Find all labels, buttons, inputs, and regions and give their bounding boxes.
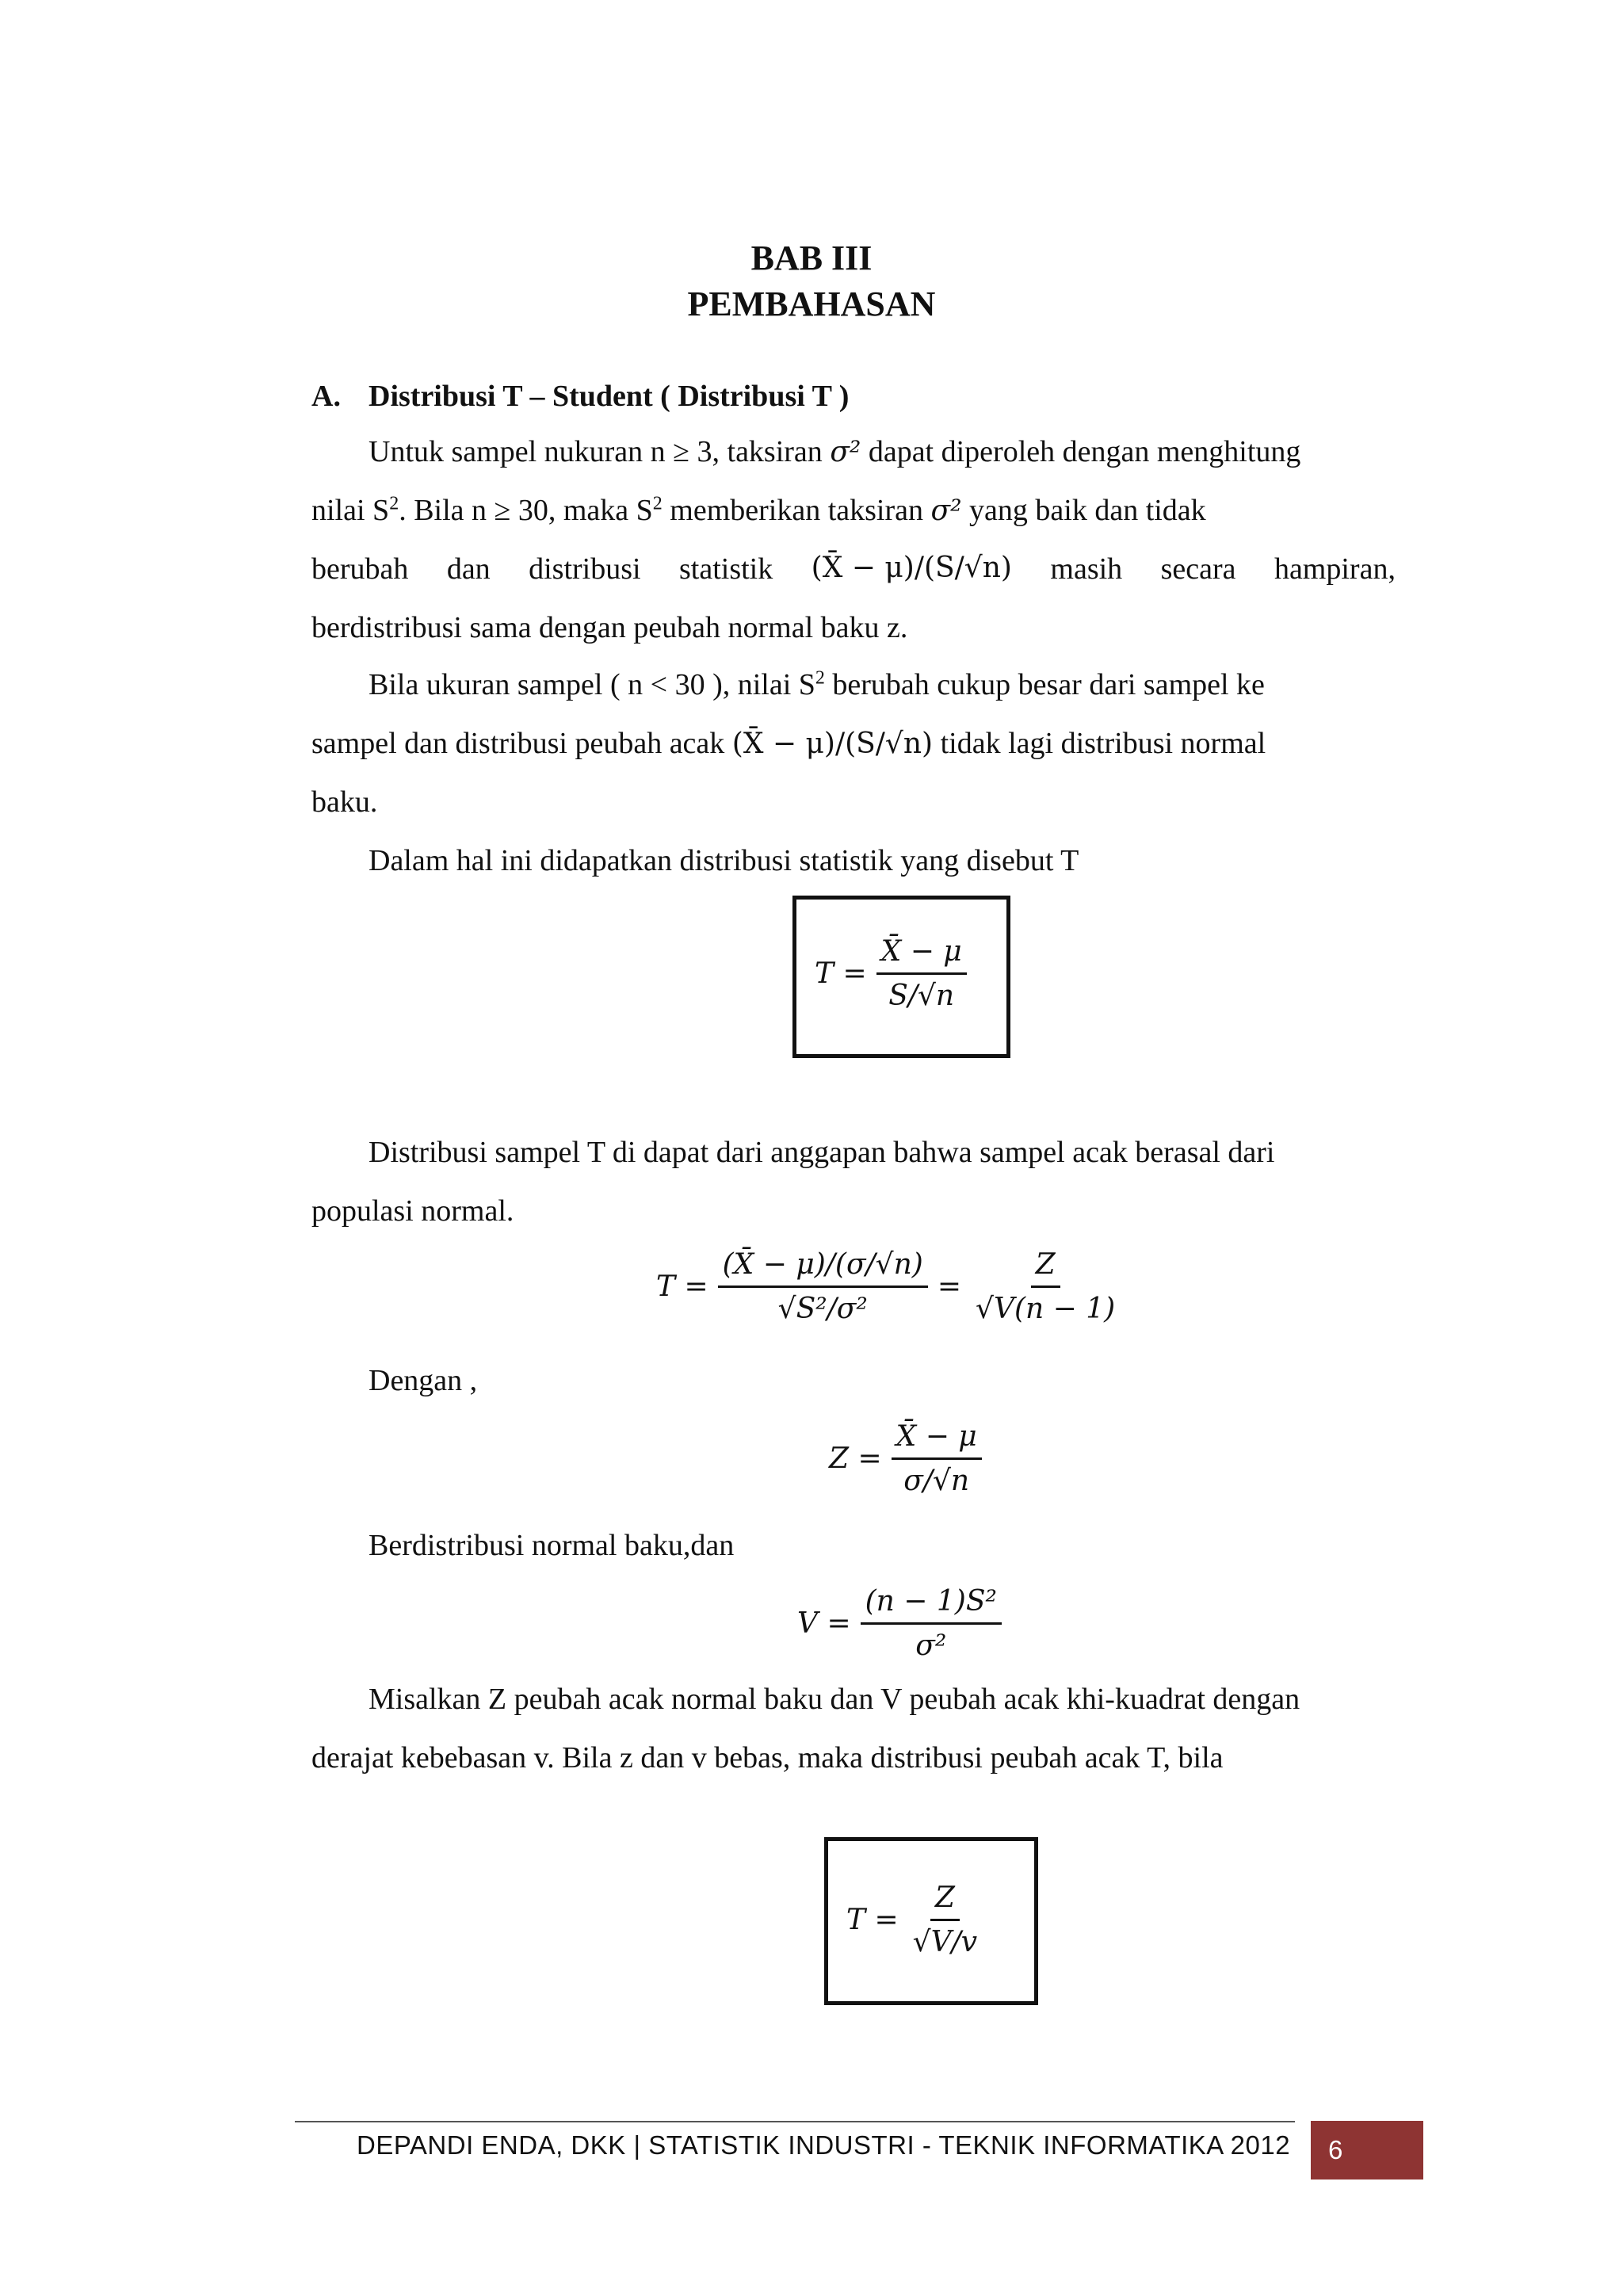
para2-line1: Bila ukuran sampel ( n < 30 ), nilai $S^2$ berubah cukup besar dari sampel ke: [369, 667, 1265, 701]
equation-v: [797, 1585, 1011, 1662]
denominator: S/√n: [888, 980, 955, 1012]
section-title: Distribusi T – Student ( Distribusi T ): [369, 380, 850, 413]
text-run: secara: [1160, 552, 1236, 586]
denominator: σ/√n: [903, 1465, 970, 1497]
numerator: (X̄ − μ)/(σ/√n): [718, 1248, 928, 1288]
para4-line2: populasi normal.: [311, 1194, 514, 1228]
para5-line1: Misalkan Z peubah acak normal baku dan V peubah acak khi-kuadrat dengan: [369, 1683, 1300, 1716]
para1-line4: berdistribusi sama dengan peubah normal baku z.: [311, 611, 908, 644]
fraction: [718, 1248, 928, 1325]
text-run: dan: [446, 552, 491, 586]
dengan-label: Dengan ,: [369, 1364, 478, 1397]
text-run: dapat diperoleh dengan menghitung: [861, 435, 1301, 468]
para1-line3: [311, 552, 1396, 586]
numerator: X̄ − μ: [892, 1420, 982, 1460]
numerator: Z: [930, 1881, 960, 1921]
eq-lhs: T =: [815, 957, 867, 990]
denominator: √V(n − 1): [976, 1293, 1116, 1325]
chapter-title: PEMBAHASAN: [687, 285, 936, 323]
equation-t-derivation: [656, 1248, 1129, 1325]
text-run: hampiran,: [1274, 552, 1396, 586]
numerator: X̄ − μ: [876, 935, 967, 975]
denominator: σ²: [915, 1629, 947, 1662]
berdistribusi-label: Berdistribusi normal baku,dan: [369, 1529, 735, 1562]
section-number: A.: [311, 380, 341, 413]
para2-line2: sampel dan distribusi peubah acak (X̄ − μ)/(S/√n) tidak lagi distribusi normal: [311, 727, 1266, 760]
inline-formula: (X̄ − μ)/(S/√n): [811, 552, 1012, 584]
equation-z: [829, 1420, 991, 1497]
inline-formula: (X̄ − μ)/(S/√n): [731, 728, 934, 760]
fraction: [876, 935, 967, 1012]
eq-lhs: Z =: [829, 1442, 882, 1475]
page-number: 6: [1328, 2135, 1343, 2164]
eq-lhs: V =: [797, 1607, 851, 1640]
fraction: [892, 1420, 982, 1497]
equals-sign: =: [937, 1270, 962, 1303]
denominator: √V/v: [912, 1926, 978, 1958]
section-heading: [311, 379, 849, 414]
text-run: masih: [1050, 552, 1123, 586]
eq-lhs: T =: [846, 1904, 899, 1936]
text-run: nilai $S^2$. Bila n ≥ 30, maka $S^2$ memberikan taksiran σ² yang baik dan tidak: [311, 493, 1206, 527]
fraction: [908, 1881, 982, 1958]
fraction: [861, 1585, 1002, 1662]
para5-line2: derajat kebebasan v. Bila z dan v bebas, maka distribusi peubah acak T, bila: [311, 1741, 1224, 1775]
footer-divider: [295, 2121, 1295, 2122]
para1-line1: [369, 434, 1300, 469]
page-number-badge: [1311, 2121, 1423, 2179]
text-run: distribusi: [529, 552, 641, 586]
denominator: √S²/σ²: [777, 1293, 868, 1325]
para2-line3: baku.: [311, 785, 378, 819]
text-run: statistik: [679, 552, 773, 586]
para4-line1: Distribusi sampel T di dapat dari anggapan bahwa sampel acak berasal dari: [369, 1136, 1275, 1169]
numerator: Z: [1031, 1248, 1060, 1288]
para1-line2: [311, 493, 1396, 528]
footer-text: DEPANDI ENDA, DKK | STATISTIK INDUSTRI - TEKNIK INFORMATIKA 2012: [357, 2130, 1291, 2160]
text-run: berubah: [311, 552, 409, 586]
eq-lhs: T =: [656, 1270, 708, 1303]
equation-t-definition: [815, 935, 976, 1012]
numerator: (n − 1)S²: [861, 1585, 1002, 1625]
text-run: Untuk sampel nukuran n ≥ 3, taksiran: [369, 435, 831, 468]
equation-t-final: [846, 1881, 991, 1958]
chapter-number: BAB III: [750, 239, 873, 277]
fraction: [971, 1248, 1120, 1325]
para3: Dalam hal ini didapatkan distribusi statistik yang disebut T: [369, 844, 1079, 877]
sigma-squared: σ²: [830, 436, 861, 468]
